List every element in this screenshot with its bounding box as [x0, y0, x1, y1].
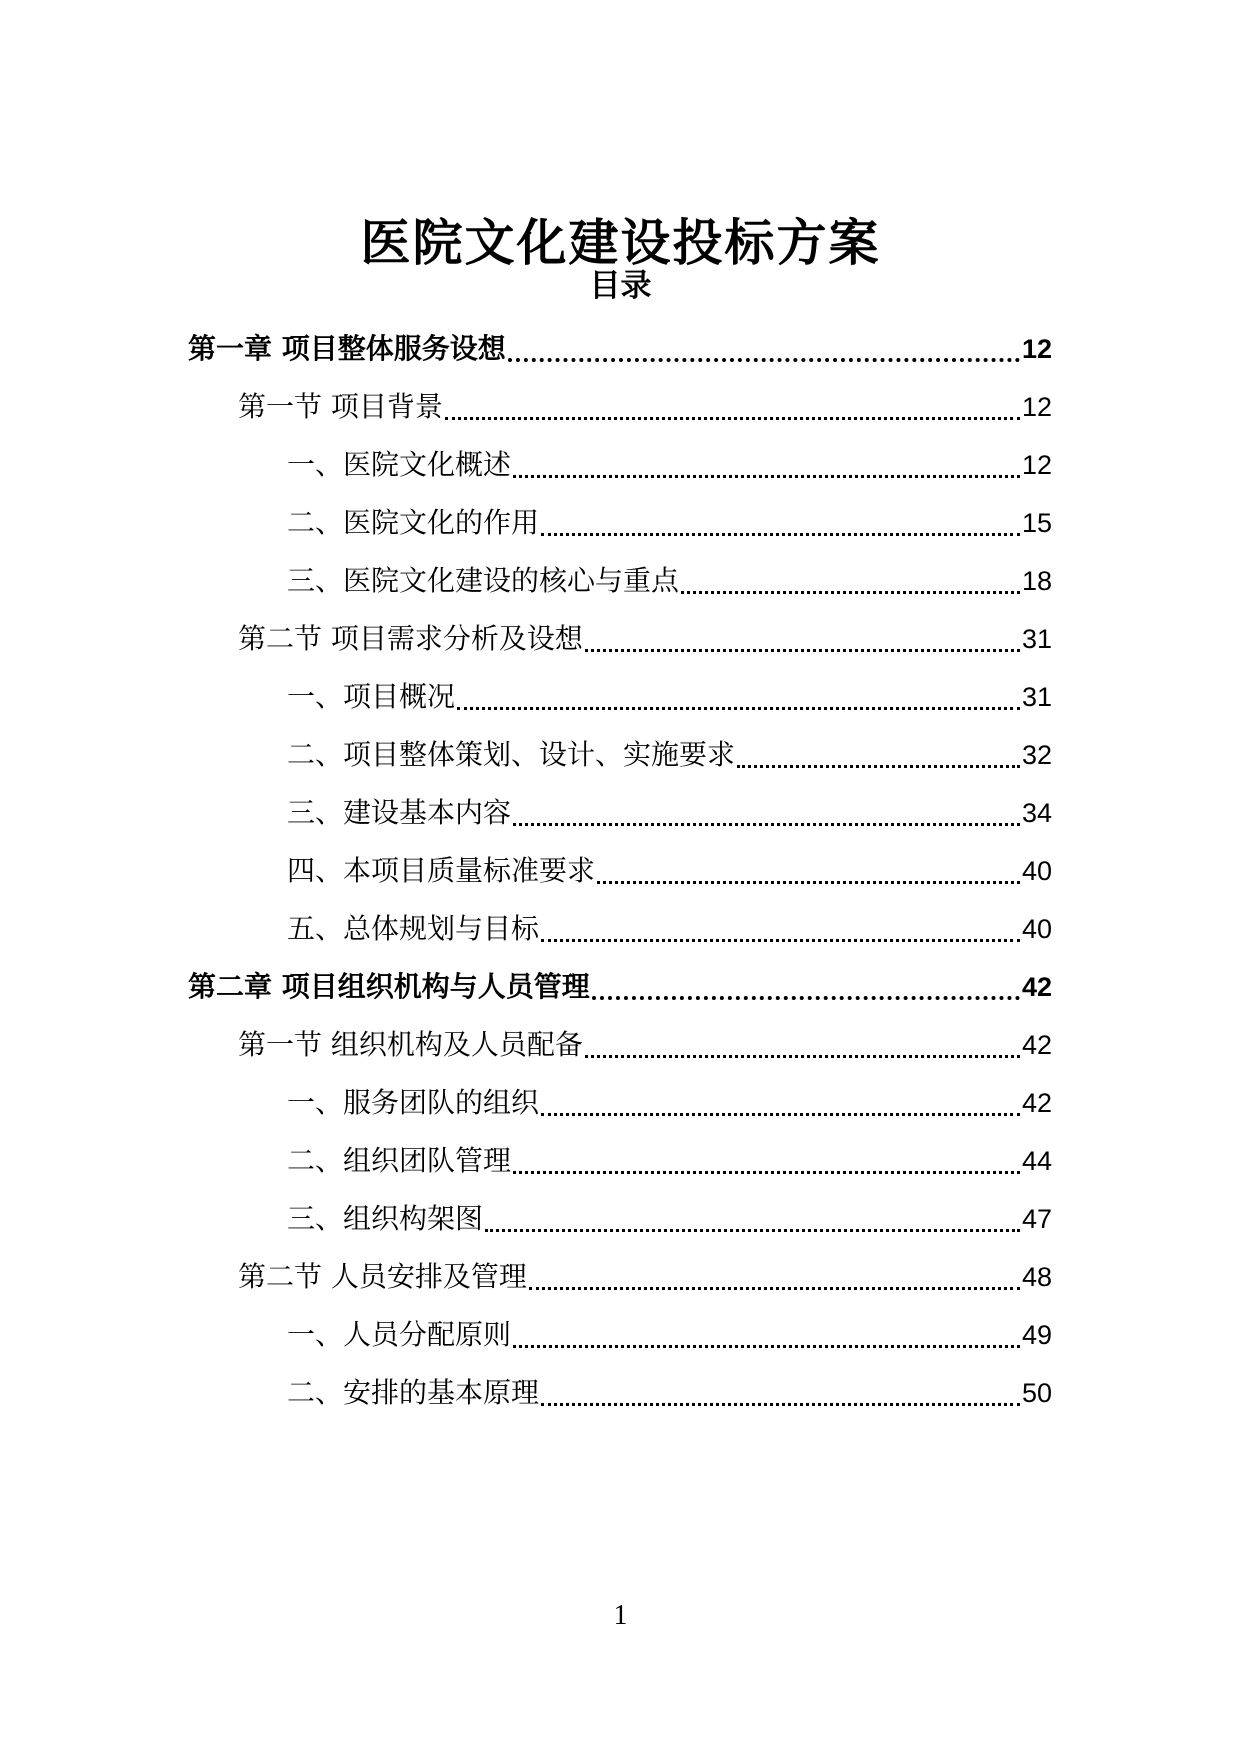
toc-entry[interactable] [287, 1079, 1052, 1123]
toc-entry-title: 一、人员分配原则 [287, 1318, 512, 1351]
toc-entry[interactable] [287, 731, 1052, 775]
toc-entry-page: 50 [1021, 1378, 1052, 1408]
toc-entry[interactable] [287, 1137, 1052, 1181]
toc-entry-title: 二、医院文化的作用 [287, 506, 540, 539]
toc-entry[interactable] [287, 673, 1052, 717]
toc-dot-leader [541, 912, 1020, 942]
toc-entry-page: 31 [1021, 624, 1052, 654]
page-number: 1 [613, 1600, 628, 1631]
toc-entry-page: 31 [1021, 682, 1052, 712]
toc-dot-leader [592, 970, 1020, 1000]
toc-dot-leader [508, 332, 1020, 362]
toc-entry-title: 三、组织构架图 [287, 1202, 484, 1235]
toc-entry-page: 18 [1021, 566, 1052, 596]
toc-entry-title: 一、服务团队的组织 [287, 1086, 540, 1119]
toc-entry-page: 15 [1021, 508, 1052, 538]
toc-entry[interactable] [287, 847, 1052, 891]
toc-dot-leader [445, 390, 1020, 420]
toc-entry-page: 34 [1021, 798, 1052, 828]
toc-dot-leader [541, 1086, 1020, 1116]
toc-entry-page: 47 [1021, 1204, 1052, 1234]
toc-entry-title: 第一节 项目背景 [238, 390, 443, 423]
toc-entry-page: 42 [1021, 1088, 1052, 1118]
toc-dot-leader [457, 680, 1020, 710]
toc-dot-leader [513, 1144, 1020, 1174]
toc-entry-page: 42 [1021, 1030, 1052, 1060]
toc-entry-page: 12 [1021, 334, 1052, 364]
toc-entry[interactable] [287, 499, 1052, 543]
toc-dot-leader [513, 796, 1020, 826]
toc-entry[interactable] [287, 1195, 1052, 1239]
toc-entry-title: 第二节 项目需求分析及设想 [238, 622, 583, 655]
toc-entry[interactable] [188, 325, 1052, 369]
toc-entry-title: 三、建设基本内容 [287, 796, 512, 829]
toc-dot-leader [485, 1202, 1020, 1232]
toc-dot-leader [513, 448, 1020, 478]
document-title: 医院文化建设投标方案 [360, 213, 881, 272]
toc-entry-page: 40 [1021, 914, 1052, 944]
toc-dot-leader [597, 854, 1020, 884]
toc-entry-page: 40 [1021, 856, 1052, 886]
toc-heading: 目录 [589, 268, 652, 304]
toc-dot-leader [681, 564, 1020, 594]
toc-dot-leader [513, 1318, 1020, 1348]
toc-dot-leader [529, 1260, 1020, 1290]
toc-entry-title: 四、本项目质量标准要求 [287, 854, 596, 887]
toc-entry-title: 二、项目整体策划、设计、实施要求 [287, 738, 736, 771]
toc-entry[interactable] [287, 789, 1052, 833]
toc-entry-page: 12 [1021, 392, 1052, 422]
toc-dot-leader [541, 506, 1020, 536]
toc-entry-title: 第二节 人员安排及管理 [238, 1260, 527, 1293]
toc-entry[interactable] [238, 1253, 1052, 1297]
toc-dot-leader [541, 1376, 1020, 1406]
toc-dot-leader [585, 1028, 1020, 1058]
toc-entry[interactable] [238, 383, 1052, 427]
toc-entry[interactable] [238, 615, 1052, 659]
toc-entry[interactable] [287, 441, 1052, 485]
toc-entry[interactable] [188, 963, 1052, 1007]
toc-entry[interactable] [287, 1369, 1052, 1413]
toc-entry[interactable] [238, 1021, 1052, 1065]
toc-entry[interactable] [287, 1311, 1052, 1355]
toc-entry-title: 二、安排的基本原理 [287, 1376, 540, 1409]
toc-entry-page: 12 [1021, 450, 1052, 480]
toc-entry-title: 二、组织团队管理 [287, 1144, 512, 1177]
toc-entry-page: 42 [1021, 972, 1052, 1002]
toc-entry-page: 44 [1021, 1146, 1052, 1176]
toc-entry-title: 第一节 组织机构及人员配备 [238, 1028, 583, 1061]
toc-entry-title: 一、医院文化概述 [287, 448, 512, 481]
toc-entry[interactable] [287, 557, 1052, 601]
toc-entry-title: 五、总体规划与目标 [287, 912, 540, 945]
toc-entry[interactable] [287, 905, 1052, 949]
toc-entry-page: 32 [1021, 740, 1052, 770]
toc-entry-page: 49 [1021, 1320, 1052, 1350]
toc-entry-title: 第二章 项目组织机构与人员管理 [188, 970, 590, 1003]
toc-entry-title: 一、项目概况 [287, 680, 456, 713]
toc-dot-leader [737, 738, 1020, 768]
toc-entry-title: 第一章 项目整体服务设想 [188, 332, 506, 365]
toc-entry-title: 三、医院文化建设的核心与重点 [287, 564, 680, 597]
toc-dot-leader [585, 622, 1020, 652]
toc-entry-page: 48 [1021, 1262, 1052, 1292]
